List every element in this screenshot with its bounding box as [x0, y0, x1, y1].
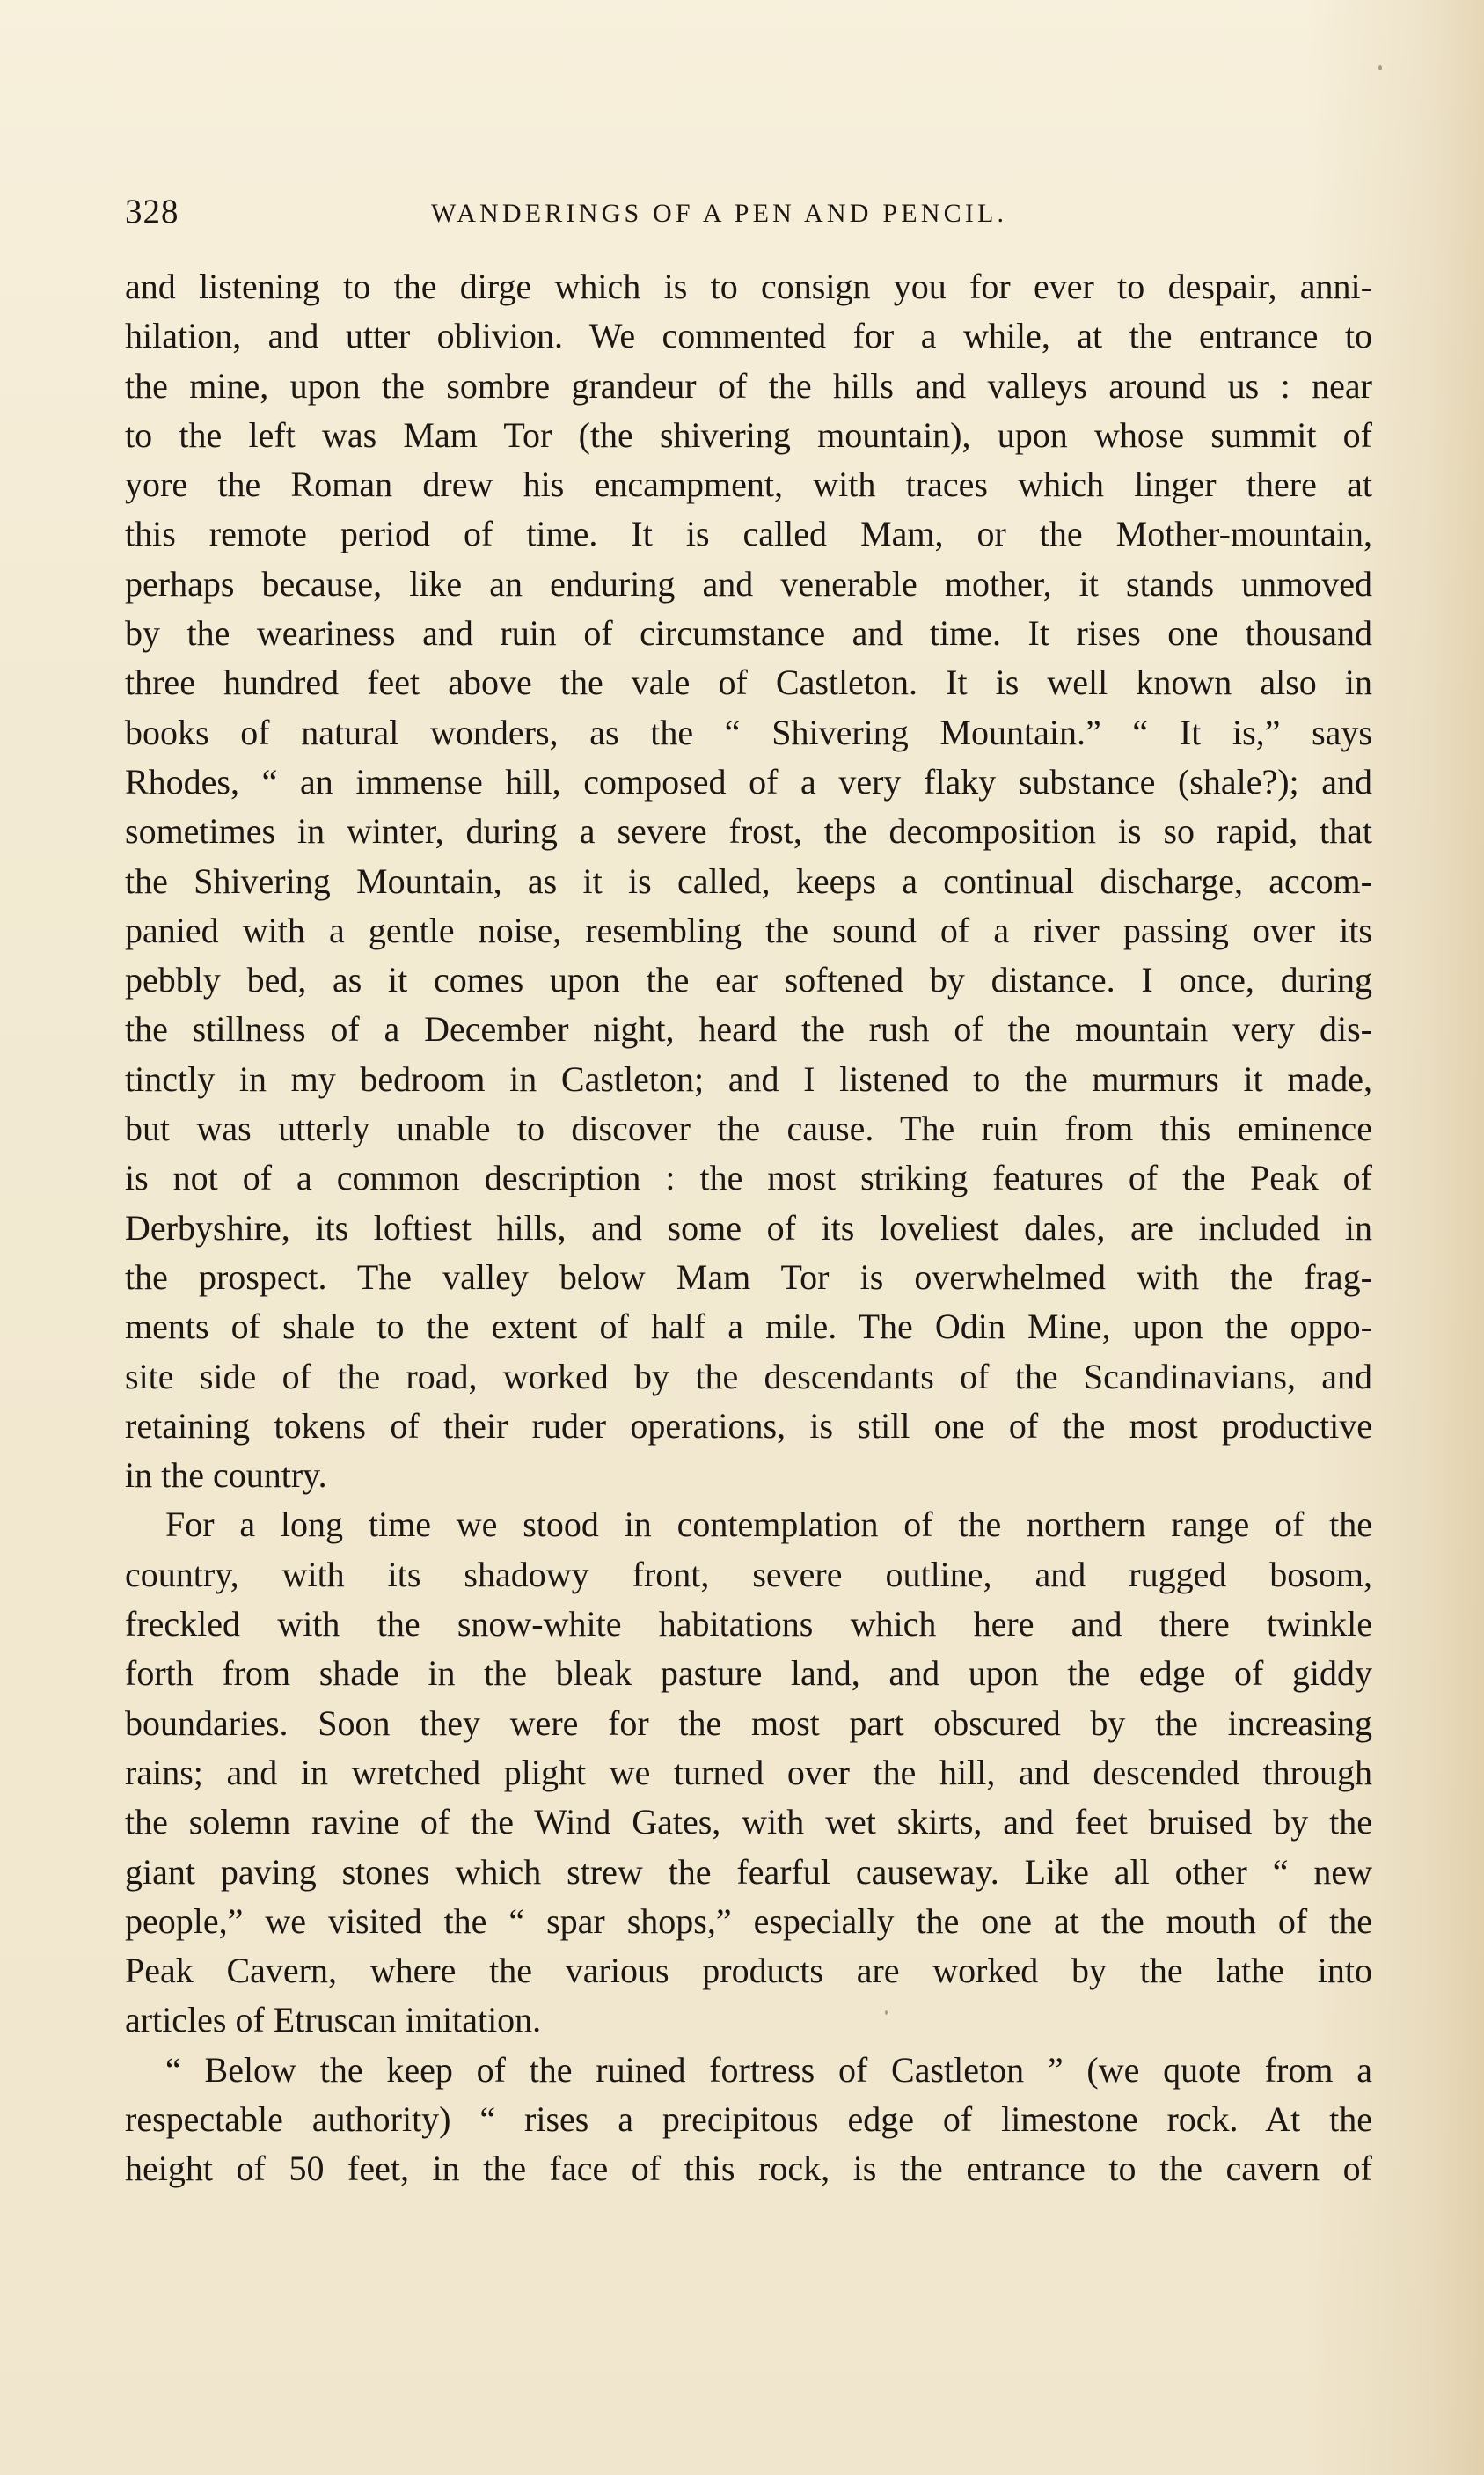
text-line: retaining tokens of their ruder operations, is still one of the most productive — [125, 1405, 1372, 1446]
text-line: the prospect. The valley below Mam Tor is overwhelmed with the frag- — [125, 1256, 1372, 1297]
text-line: by the weariness and ruin of circumstance and time. It rises one thousand — [125, 613, 1372, 654]
text-line: country, with its shadowy front, severe outline, and rugged bosom, — [125, 1554, 1372, 1594]
text-line: ments of shale to the extent of half a mile. The Odin Mine, upon the oppo- — [125, 1307, 1372, 1347]
text-line: the solemn ravine of the Wind Gates, with wet skirts, and feet bruised by the — [125, 1802, 1372, 1842]
paper-speck — [885, 2010, 888, 2015]
text-line: Rhodes, “ an immense hill, composed of a very flaky substance (shale?); and — [125, 761, 1372, 802]
text-line: tinctly in my bedroom in Castleton; and I listened to the murmurs it made, — [125, 1058, 1372, 1099]
running-head: WANDERINGS OF A PEN AND PENCIL. — [431, 199, 1008, 228]
text-line: perhaps because, like an enduring and venerable mother, it stands unmoved — [125, 563, 1372, 604]
paper-speck — [1378, 65, 1382, 70]
text-line: height of 50 feet, in the face of this rock, is the entrance to the cavern of — [125, 2149, 1372, 2189]
text-line: is not of a common description : the most striking features of the Peak of — [125, 1158, 1372, 1198]
text-line: books of natural wonders, as the “ Shivering Mountain.” “ It is,” says — [125, 712, 1372, 752]
page-header — [125, 187, 1372, 237]
text-line: but was utterly unable to discover the cause. The ruin from this eminence — [125, 1109, 1372, 1149]
text-line: people,” we visited the “ spar shops,” especially the one at the mouth of the — [125, 1900, 1372, 1941]
text-line: the stillness of a December night, heard the rush of the mountain very dis- — [125, 1009, 1372, 1050]
body-text — [125, 262, 1372, 2194]
text-line: three hundred feet above the vale of Castleton. It is well known also in — [125, 663, 1372, 703]
text-line: Peak Cavern, where the various products are worked by the lathe into — [125, 1951, 1372, 1991]
text-line: and listening to the dirge which is to consign you for ever to despair, anni- — [125, 267, 1372, 306]
text-line: site side of the road, worked by the descendants of the Scandinavians, and — [125, 1356, 1372, 1396]
text-line: this remote period of time. It is called Mam, or the Mother-mountain, — [125, 514, 1372, 554]
text-line: freckled with the snow-white habitations which here and there twinkle — [125, 1604, 1372, 1644]
text-line: rains; and in wretched plight we turned over the hill, and descended through — [125, 1752, 1372, 1792]
text-line: “ Below the keep of the ruined fortress of Castleton ” (we quote from a — [165, 2049, 1372, 2090]
text-line: to the left was Mam Tor (the shivering mountain), upon whose summit of — [125, 414, 1372, 455]
text-line: panied with a gentle noise, resembling the sound of a river passing over its — [125, 910, 1372, 950]
text-line: giant paving stones which strew the fearful causeway. Like all other “ new — [125, 1851, 1372, 1892]
text-line: For a long time we stood in contemplation of the northern range of the — [165, 1505, 1372, 1545]
text-line: boundaries. Soon they were for the most part obscured by the increasing — [125, 1702, 1372, 1743]
text-line: sometimes in winter, during a severe frost, the decomposition is so rapid, that — [125, 811, 1372, 852]
text-line: Derbyshire, its loftiest hills, and some of its loveliest dales, are included in — [125, 1207, 1372, 1248]
text-line: the Shivering Mountain, as it is called, keeps a continual discharge, accom- — [125, 860, 1372, 901]
text-line: articles of Etruscan imitation. — [125, 2000, 542, 2040]
text-line: in the country. — [125, 1455, 327, 1496]
text-line: hilation, and utter oblivion. We commented for a while, at the entrance to — [125, 316, 1372, 356]
text-line: the mine, upon the sombre grandeur of the hills and valleys around us : near — [125, 365, 1372, 406]
text-line: respectable authority) “ rises a precipitous edge of limestone rock. At the — [125, 2098, 1372, 2139]
text-line: forth from shade in the bleak pasture land, and upon the edge of giddy — [125, 1653, 1372, 1694]
text-line: pebbly bed, as it comes upon the ear softened by distance. I once, during — [125, 960, 1372, 1000]
text-line: yore the Roman drew his encampment, with traces which linger there at — [125, 465, 1372, 505]
page-number: 328 — [125, 193, 179, 231]
